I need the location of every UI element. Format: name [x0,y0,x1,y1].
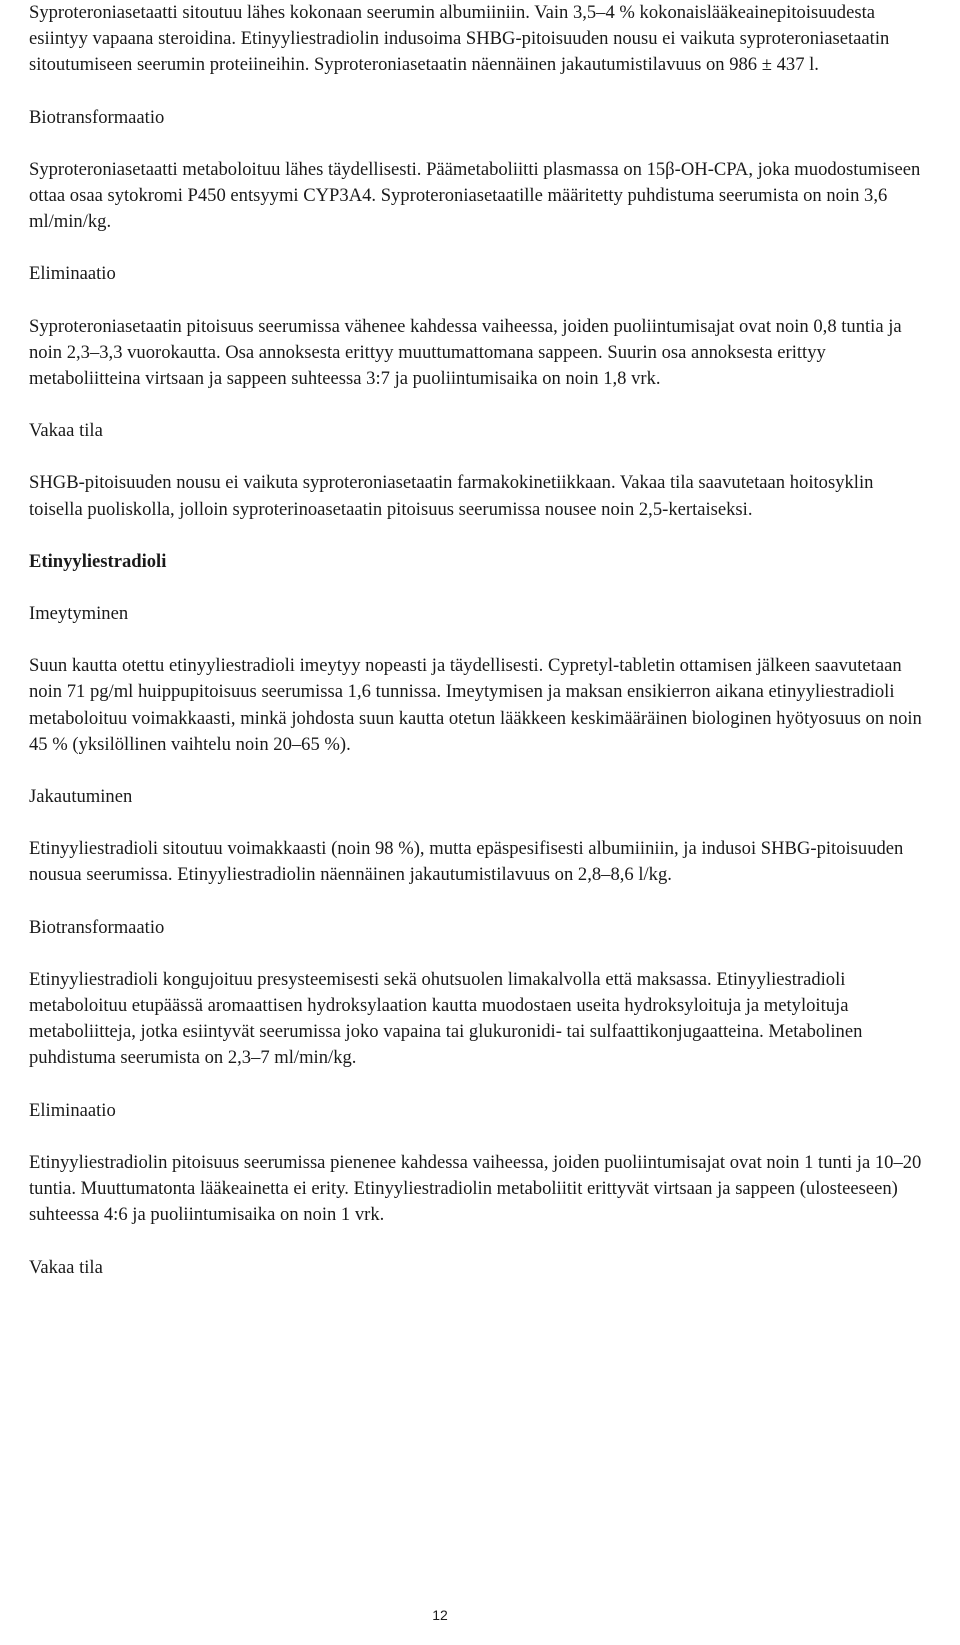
heading-steady-state-cpa: Vakaa tila [29,420,103,442]
heading-elimination-ee: Eliminaatio [29,1099,116,1121]
heading-biotransformation-ee: Biotransformaatio [29,916,165,938]
paragraph-ee-distribution: Etinyyliestradioli sitoutuu voimakkaasti (noin 98 %), mutta epäspesifisesti albumiiniin, ja indusoi SHBG-pitoisuuden nousua seerumissa. Etinyyliestradiolin näennäinen jakautumistilavuus on 2,8–8,6 l/kg. [29,838,904,886]
page-number: 12 [432,1607,448,1623]
paragraph-ee-metabolism: Etinyyliestradioli kongujoituu presysteemisesti sekä ohutsuolen limakalvolla että maksassa. Etinyyliestradioli metaboloituu etupäässä aromaattisen hydroksylaation kautta muodostaen useita hydroksyloituja ja metyloituja metaboliitteja, jotka esiintyvät seerumissa joko vapaina tai glukuronidi- tai sulfaattikonjugaatteina. Metabolinen puhdistuma seerumista on 2,3–7 ml/min/kg. [29,968,863,1069]
paragraph-cpa-metabolism: Syproteroniasetaatti metaboloituu lähes täydellisesti. Päämetaboliitti plasmassa on 15β-OH-CPA, joka muodostumiseen ottaa osaa sytokromi P450 entsyymi CYP3A4. Syproteroniasetaatille määritetty puhdistuma seerumista on noin 3,6 ml/min/kg. [29,158,921,233]
heading-absorption: Imeytyminen [29,603,129,625]
document-page [29,0,929,1307]
paragraph-ee-elimination: Etinyyliestradiolin pitoisuus seerumissa pienenee kahdessa vaiheessa, joiden puoliintumisajat ovat noin 1 tunti ja 10–20 tuntia. Muuttumatonta lääkeainetta ei erity. Etinyyliestradiolin metaboliitit erittyvät virtsaan ja sappeen (ulosteeseen) suhteessa 4:6 ja puoliintumisaika on noin 1 vrk. [29,1151,922,1226]
heading-elimination-cpa: Eliminaatio [29,263,116,285]
paragraph-cpa-protein-binding: Syproteroniasetaatti sitoutuu lähes kokonaan seerumin albumiiniin. Vain 3,5–4 % kokonaislääkeainepitoisuudesta esiintyy vapaana steroidina. Etinyyliestradiolin indusoima SHBG-pitoisuuden nousu ei vaikuta syproteroniasetaatin sitoutumiseen seerumin proteiineihin. Syproteroniasetaatin näennäinen jakautumistilavuus on 986 ± 437 l. [29,2,890,76]
paragraph-cpa-steady-state: SHGB-pitoisuuden nousu ei vaikuta syproteroniasetaatin farmakokinetiikkaan. Vakaa tila saavutetaan hoitosyklin toisella puoliskolla, jolloin syproterinoasetaatin pitoisuus seerumissa nousee noin 2,5-kertaiseksi. [29,472,874,520]
paragraph-ee-absorption: Suun kautta otettu etinyyliestradioli imeytyy nopeasti ja täydellisesti. Cypretyl-tabletin ottamisen jälkeen saavutetaan noin 71 pg/ml huippupitoisuus seerumissa 1,6 tunnissa. Imeytymisen ja maksan ensikierron aikana etinyyliestradioli metaboloituu voimakkaasti, minkä johdosta suun kautta otetun lääkkeen keskimääräinen biologinen hyötyosuus on noin 45 % (yksilöllinen vaihtelu noin 20–65 %). [29,655,922,755]
heading-ethinylestradiol: Etinyyliestradioli [29,550,167,572]
heading-steady-state-ee: Vakaa tila [29,1256,103,1278]
heading-biotransformation-cpa: Biotransformaatio [29,106,165,128]
paragraph-cpa-elimination: Syproteroniasetaatin pitoisuus seerumissa vähenee kahdessa vaiheessa, joiden puoliintumisajat ovat noin 0,8 tuntia ja noin 2,3–3,3 vuorokautta. Osa annoksesta erittyy muuttumattomana sappeen. Suurin osa annoksesta erittyy metaboliitteina virtsaan ja sappeen suhteessa 3:7 ja puoliintumisaika on noin 1,8 vrk. [29,315,902,390]
heading-distribution: Jakautuminen [29,786,133,808]
